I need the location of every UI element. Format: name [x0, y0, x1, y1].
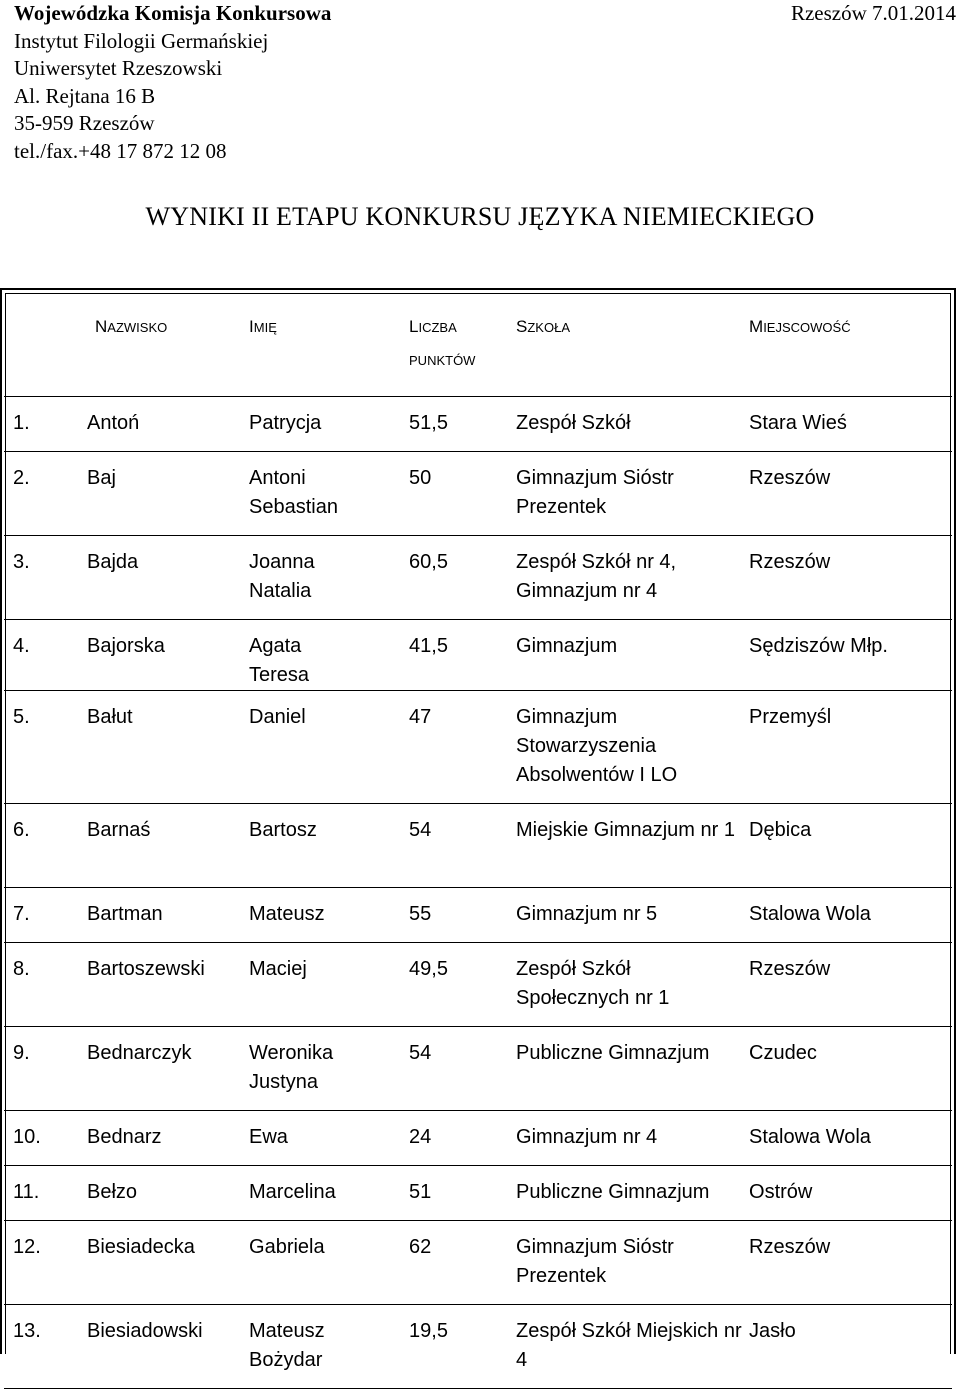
phone-fax: tel./fax.+48 17 872 12 08	[14, 138, 227, 163]
cell-surname: Bartman	[87, 888, 249, 943]
document-date: Rzeszów 7.01.2014	[790, 1, 956, 25]
cell-number: 11.	[4, 1166, 87, 1221]
cell-town: Rzeszów	[749, 452, 952, 536]
postal-address: 35-959 Rzeszów	[14, 111, 155, 135]
cell-school: Publiczne Gimnazjum	[516, 1027, 749, 1111]
cell-surname: Biesiadowski	[87, 1305, 249, 1389]
cell-school: Gimnazjum Sióstr Prezentek	[516, 452, 749, 536]
table-row	[4, 943, 952, 1027]
results-table-body	[4, 294, 952, 1389]
cell-name: Mateusz Bożydar	[249, 1305, 409, 1389]
cell-school: Gimnazjum nr 4	[516, 1111, 749, 1166]
cell-school: Gimnazjum	[516, 620, 749, 691]
cell-points: 55	[409, 888, 516, 943]
table-row	[4, 1111, 952, 1166]
cell-surname: Bajorska	[87, 620, 249, 691]
cell-town: Ostrów	[749, 1166, 952, 1221]
cell-name: Marcelina	[249, 1166, 409, 1221]
cell-name: Bartosz	[249, 804, 409, 888]
col-header-name-initial: I	[249, 317, 254, 336]
cell-town: Sędziszów Młp.	[749, 620, 952, 691]
letterhead	[14, 0, 960, 165]
cell-points: 50	[409, 452, 516, 536]
col-header-surname	[4, 294, 249, 397]
cell-school: Gimnazjum Sióstr Prezentek	[516, 1221, 749, 1305]
table-row	[4, 1166, 952, 1221]
cell-surname: Bełzo	[87, 1166, 249, 1221]
cell-name: Weronika Justyna	[249, 1027, 409, 1111]
cell-town: Rzeszów	[749, 1221, 952, 1305]
cell-town: Jasło	[749, 1305, 952, 1389]
col-header-town	[749, 294, 952, 397]
cell-town: Dębica	[749, 804, 952, 888]
col-header-school-rest: ZKOŁA	[527, 320, 570, 335]
cell-number: 5.	[4, 691, 87, 804]
cell-town: Stalowa Wola	[749, 888, 952, 943]
cell-surname: Barnaś	[87, 804, 249, 888]
cell-town: Rzeszów	[749, 943, 952, 1027]
col-header-name-rest: MIĘ	[253, 320, 277, 335]
cell-surname: Bałut	[87, 691, 249, 804]
cell-surname: Baj	[87, 452, 249, 536]
results-table	[4, 294, 952, 1389]
col-header-points	[409, 294, 516, 397]
cell-surname: Bednarz	[87, 1111, 249, 1166]
cell-surname: Antoń	[87, 397, 249, 452]
document-title: WYNIKI II ETAPU KONKURSU JĘZYKA NIEMIECKIEGO	[145, 202, 815, 231]
cell-name: Maciej	[249, 943, 409, 1027]
cell-school: Zespół Szkół Miejskich nr 4	[516, 1305, 749, 1389]
cell-points: 54	[409, 804, 516, 888]
table-row	[4, 888, 952, 943]
cell-points: 47	[409, 691, 516, 804]
col-header-points-initial: L	[409, 317, 419, 336]
university-name: Uniwersytet Rzeszowski	[14, 56, 223, 80]
cell-points: 51,5	[409, 397, 516, 452]
col-header-points-rest: ICZBA	[418, 320, 457, 335]
cell-school: Miejskie Gimnazjum nr 1	[516, 804, 749, 888]
cell-town: Przemyśl	[749, 691, 952, 804]
cell-name: Ewa	[249, 1111, 409, 1166]
cell-points: 19,5	[409, 1305, 516, 1389]
cell-town: Stalowa Wola	[749, 1111, 952, 1166]
cell-school: Gimnazjum Stowarzyszenia Absolwentów I LO	[516, 691, 749, 804]
organization-name: Wojewódzka Komisja Konkursowa	[14, 1, 332, 25]
cell-points: 62	[409, 1221, 516, 1305]
cell-number: 3.	[4, 536, 87, 620]
cell-school: Zespół Szkół Społecznych nr 1	[516, 943, 749, 1027]
cell-points: 51	[409, 1166, 516, 1221]
col-header-points-line2: PUNKTÓW	[409, 353, 476, 368]
table-row	[4, 1221, 952, 1305]
cell-points: 54	[409, 1027, 516, 1111]
cell-number: 6.	[4, 804, 87, 888]
cell-name: Antoni Sebastian	[249, 452, 409, 536]
table-row	[4, 620, 952, 691]
cell-town: Stara Wieś	[749, 397, 952, 452]
cell-number: 12.	[4, 1221, 87, 1305]
table-row	[4, 536, 952, 620]
cell-surname: Biesiadecka	[87, 1221, 249, 1305]
cell-town: Rzeszów	[749, 536, 952, 620]
table-row	[4, 1027, 952, 1111]
cell-surname: Bednarczyk	[87, 1027, 249, 1111]
cell-name: Agata Teresa	[249, 620, 409, 691]
cell-surname: Bartoszewski	[87, 943, 249, 1027]
cell-points: 49,5	[409, 943, 516, 1027]
cell-name: Patrycja	[249, 397, 409, 452]
table-row	[4, 452, 952, 536]
col-header-school-initial: S	[516, 317, 528, 336]
col-header-town-initial: M	[749, 317, 764, 336]
cell-number: 4.	[4, 620, 87, 691]
cell-number: 8.	[4, 943, 87, 1027]
cell-points: 41,5	[409, 620, 516, 691]
table-row	[4, 691, 952, 804]
street-address: Al. Rejtana 16 B	[14, 83, 156, 108]
col-header-name	[249, 294, 409, 397]
table-row	[4, 1305, 952, 1389]
col-header-town-rest: IEJSCOWOŚĆ	[763, 320, 851, 335]
cell-name: Joanna Natalia	[249, 536, 409, 620]
cell-number: 9.	[4, 1027, 87, 1111]
table-row	[4, 397, 952, 452]
cell-school: Zespół Szkół nr 4, Gimnazjum nr 4	[516, 536, 749, 620]
cell-number: 13.	[4, 1305, 87, 1389]
col-header-surname-rest: AZWISKO	[107, 320, 168, 335]
table-header-row	[4, 294, 952, 397]
col-header-school	[516, 294, 749, 397]
cell-school: Zespół Szkół	[516, 397, 749, 452]
cell-surname: Bajda	[87, 536, 249, 620]
cell-name: Gabriela	[249, 1221, 409, 1305]
cell-points: 60,5	[409, 536, 516, 620]
table-row	[4, 804, 952, 888]
cell-number: 10.	[4, 1111, 87, 1166]
cell-number: 1.	[4, 397, 87, 452]
cell-school: Gimnazjum nr 5	[516, 888, 749, 943]
cell-town: Czudec	[749, 1027, 952, 1111]
cell-school: Publiczne Gimnazjum	[516, 1166, 749, 1221]
cell-name: Mateusz	[249, 888, 409, 943]
institute-name: Instytut Filologii Germańskiej	[14, 28, 269, 53]
col-header-surname-initial: N	[95, 317, 108, 336]
cell-number: 2.	[4, 452, 87, 536]
cell-number: 7.	[4, 888, 87, 943]
cell-name: Daniel	[249, 691, 409, 804]
cell-points: 24	[409, 1111, 516, 1166]
